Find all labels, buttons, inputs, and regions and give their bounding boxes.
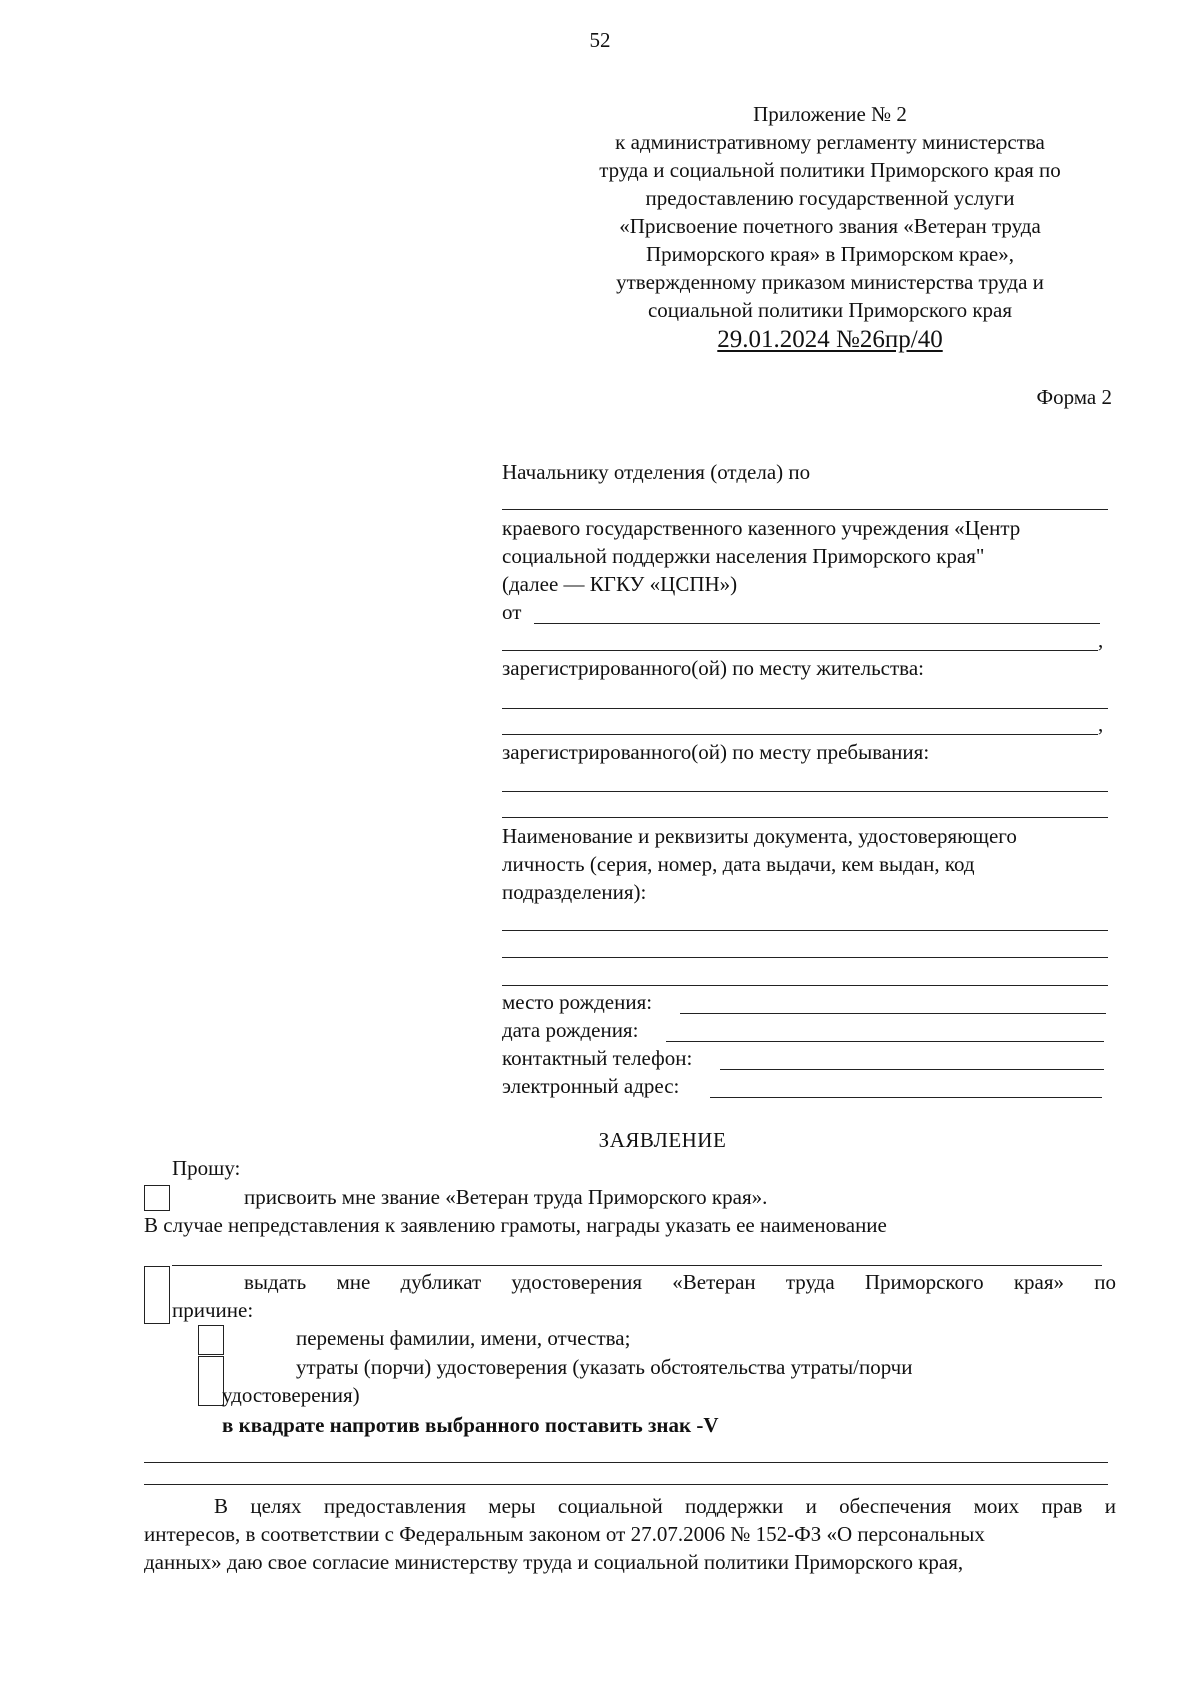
option-duplicate-word: Приморского — [864, 1270, 984, 1294]
option-duplicate-reason-label: причине: — [172, 1298, 254, 1322]
residence-address-field[interactable] — [502, 708, 1108, 709]
reason-name-change: перемены фамилии, имени, отчества; — [296, 1326, 631, 1350]
residence-address-field[interactable] — [502, 734, 1098, 735]
consent-word: меры — [488, 1494, 536, 1518]
option-duplicate-word: по — [1094, 1270, 1116, 1294]
form-number: Форма 2 — [1036, 385, 1112, 409]
consent-word: обеспечения — [839, 1494, 952, 1518]
name-change-checkbox[interactable] — [198, 1325, 224, 1355]
request-label: Прошу: — [172, 1156, 241, 1180]
reason-loss: утраты (порчи) удостоверения (указать обстоятельства утраты/порчи — [296, 1355, 913, 1379]
stay-address-field[interactable] — [502, 817, 1108, 818]
applicant-name-field[interactable] — [502, 650, 1098, 651]
consent-word: и — [1104, 1494, 1116, 1518]
addressee-abbreviation: (далее — КГКУ «ЦСПН») — [502, 572, 738, 596]
stay-address-field[interactable] — [502, 791, 1108, 792]
consent-word: социальной — [557, 1494, 663, 1518]
statement-field[interactable] — [144, 1462, 1108, 1463]
email-field[interactable] — [710, 1097, 1102, 1098]
statement-title: ЗАЯВЛЕНИЕ — [598, 1128, 727, 1152]
option-duplicate-word: дубликат — [400, 1270, 482, 1294]
option-duplicate-word: выдать — [244, 1270, 307, 1294]
birthplace-field[interactable] — [680, 1013, 1106, 1014]
consent-line — [214, 1494, 1116, 1519]
appendix-line: утвержденному приказом министерства труда и — [616, 270, 1044, 294]
consent-line: данных» даю свое согласие министерству труда и социальной политики Приморского края, — [144, 1550, 964, 1574]
duplicate-checkbox[interactable] — [144, 1266, 170, 1324]
appendix-line: «Присвоение почетного звания «Ветеран труда — [619, 214, 1041, 238]
stay-label: зарегистрированного(ой) по месту пребывания: — [502, 740, 930, 764]
id-document-label: подразделения): — [502, 880, 647, 904]
appendix-line: предоставлению государственной услуги — [645, 186, 1015, 210]
residence-label: зарегистрированного(ой) по месту жительства: — [502, 656, 924, 680]
appendix-header — [560, 100, 1100, 354]
consent-word: прав — [1041, 1494, 1083, 1518]
phone-field[interactable] — [720, 1069, 1104, 1070]
addressee-line: Начальнику отделения (отдела) по — [502, 460, 811, 484]
option-duplicate — [244, 1270, 1116, 1295]
consent-word: предоставления — [323, 1494, 466, 1518]
appendix-line: Приморского края» в Приморском крае», — [646, 242, 1014, 266]
phone-label: контактный телефон: — [502, 1046, 693, 1070]
birthdate-label: дата рождения: — [502, 1018, 639, 1042]
addressee-institution: социальной поддержки населения Приморского края" — [502, 544, 985, 568]
comma: , — [1098, 628, 1104, 652]
reason-loss-continued: удостоверения) — [222, 1383, 360, 1407]
option-duplicate-word: «Ветеран — [672, 1270, 756, 1294]
appendix-line: социальной политики Приморского края — [647, 298, 1013, 322]
statement-field[interactable] — [144, 1484, 1108, 1485]
id-document-field[interactable] — [502, 930, 1108, 931]
email-label: электронный адрес: — [502, 1074, 680, 1098]
order-number: 29.01.2024 №26пр/40 — [717, 326, 943, 353]
option-assign-title: присвоить мне звание «Ветеран труда Приморского края». — [244, 1185, 768, 1209]
consent-word: В — [214, 1494, 229, 1518]
comma: , — [1098, 712, 1104, 736]
addressee-institution: краевого государственного казенного учреждения «Центр — [502, 516, 1021, 540]
id-document-label: Наименование и реквизиты документа, удостоверяющего — [502, 824, 1017, 848]
order-reference — [560, 326, 1100, 354]
consent-word: моих — [973, 1494, 1020, 1518]
award-name-field[interactable] — [172, 1265, 1102, 1266]
option-duplicate-word: края» — [1013, 1270, 1065, 1294]
consent-word: и — [805, 1494, 817, 1518]
appendix-line: Приложение № 2 — [753, 102, 907, 126]
consent-word: поддержки — [685, 1494, 784, 1518]
page-number: 52 — [589, 28, 611, 52]
option-duplicate-word: удостоверения — [511, 1270, 643, 1294]
birthdate-field[interactable] — [666, 1041, 1104, 1042]
checkbox-instruction: в квадрате напротив выбранного поставить знак -V — [222, 1413, 719, 1437]
option-duplicate-word: труда — [785, 1270, 835, 1294]
consent-line: интересов, в соответствии с Федеральным законом от 27.07.2006 № 152-ФЗ «О персональных — [144, 1522, 985, 1546]
id-document-field[interactable] — [502, 985, 1108, 986]
applicant-name-field[interactable] — [534, 623, 1100, 624]
department-field[interactable] — [502, 509, 1108, 510]
appendix-line: труда и социальной политики Приморского края по — [599, 158, 1061, 182]
from-label: от — [502, 600, 522, 624]
option-duplicate-word: мне — [336, 1270, 371, 1294]
consent-word: целях — [250, 1494, 302, 1518]
appendix-line: к административному регламенту министерства — [615, 130, 1045, 154]
loss-checkbox[interactable] — [198, 1356, 224, 1406]
assign-title-checkbox[interactable] — [144, 1185, 170, 1211]
birthplace-label: место рождения: — [502, 990, 653, 1014]
id-document-label: личность (серия, номер, дата выдачи, кем выдан, код — [502, 852, 975, 876]
option-assign-note: В случае непредставления к заявлению грамоты, награды указать ее наименование — [144, 1213, 887, 1237]
id-document-field[interactable] — [502, 957, 1108, 958]
